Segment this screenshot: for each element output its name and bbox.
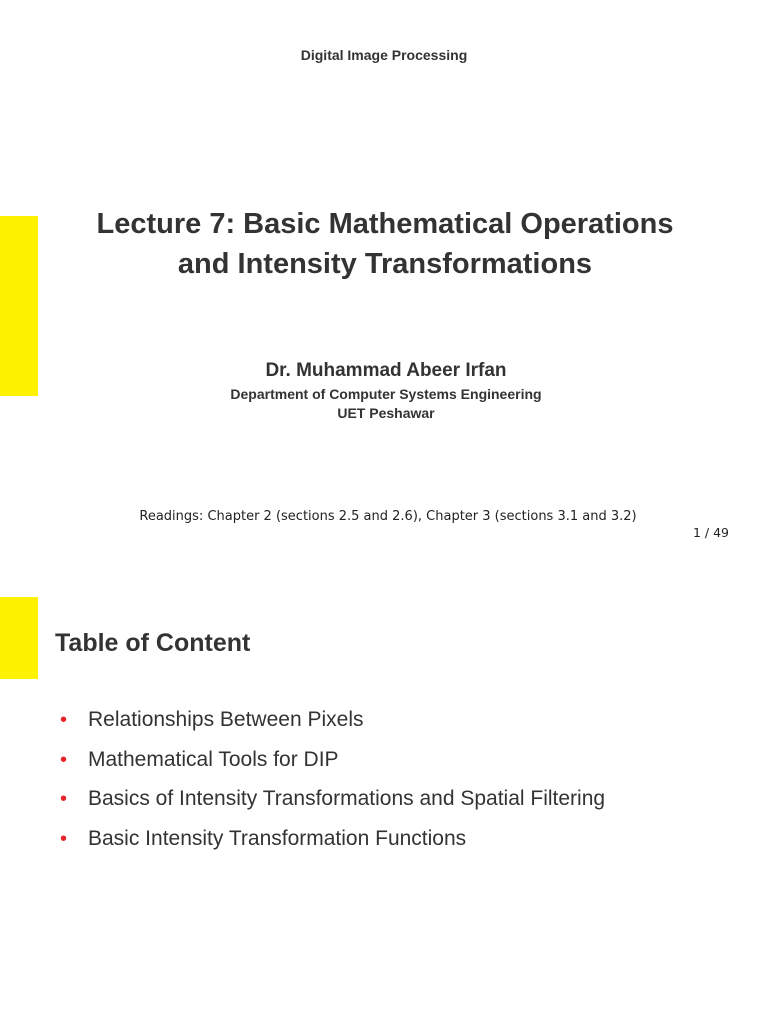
toc-slide: [0, 575, 768, 1024]
toc-item-label: Basics of Intensity Transformations and Spatial Filtering: [88, 787, 606, 811]
toc-title: Table of Content: [55, 629, 251, 657]
readings-note: Readings: Chapter 2 (sections 2.5 and 2.6), Chapter 3 (sections 3.1 and 3.2): [139, 509, 637, 524]
lecture-title-line-2: and Intensity Transformations: [177, 248, 593, 280]
bullet-icon: •: [60, 788, 68, 811]
lecture-title-line-1: Lecture 7: Basic Mathematical Operations: [96, 208, 674, 240]
bullet-icon: •: [60, 828, 68, 851]
yellow-accent-bar: [0, 597, 38, 679]
toc-item-label: Mathematical Tools for DIP: [88, 747, 339, 771]
toc-item-label: Basic Intensity Transformation Functions: [88, 827, 467, 851]
bullet-icon: •: [60, 709, 68, 731]
toc-item-label: Relationships Between Pixels: [88, 708, 364, 731]
page-indicator: 1 / 49: [692, 525, 729, 540]
bullet-icon: •: [60, 748, 68, 771]
lecture-title: [40, 204, 730, 284]
course-header: Digital Image Processing: [300, 47, 468, 63]
author-name: Dr. Muhammad Abeer Irfan: [265, 360, 507, 381]
department: Department of Computer Systems Engineering: [230, 386, 542, 402]
university: UET Peshawar: [337, 405, 435, 421]
